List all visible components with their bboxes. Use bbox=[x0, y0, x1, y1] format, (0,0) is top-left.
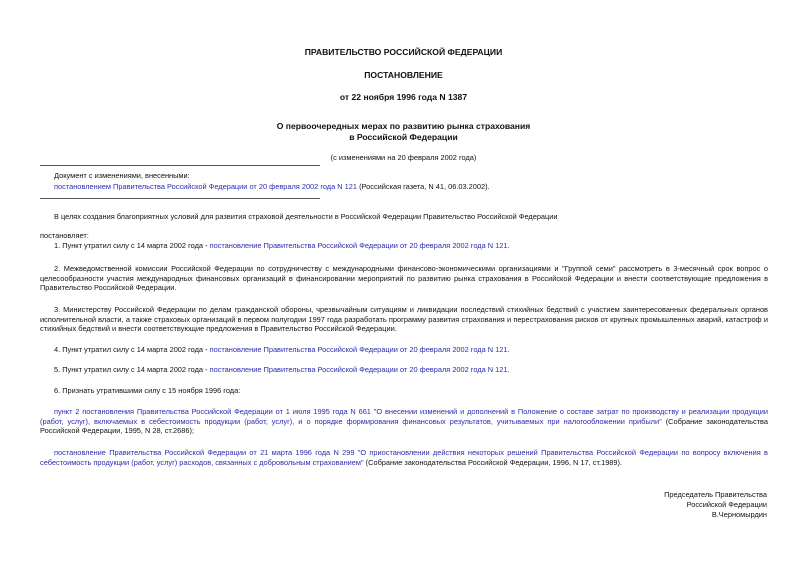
paragraph-1 bbox=[40, 241, 768, 251]
paragraph-5-end: . bbox=[507, 365, 510, 374]
paragraph-6b-link[interactable]: постановление Правительства Российской Федерации от 21 марта 1996 года N 299 "О приостановлении действия некоторых решений Правительства Российской Федерации по вопросу включения в себестоимость продукции (работ, услуг) расходов, связанных с добровольным страхованием" bbox=[40, 448, 768, 467]
title-line-2: в Российской Федерации bbox=[349, 132, 458, 142]
paragraph-6a-link[interactable]: пункт 2 постановления Правительства Российской Федерации от 1 июля 1995 года N 661 "О внесении изменений и дополнений в Положение о составе затрат по производству и реализации продукции (работ, услуг), включаемых в себестоимость продукции (работ, услуг), и о порядке формирования финансовых результатов, учитываемых при налогообложении прибыли" bbox=[40, 407, 768, 426]
paragraph-4-end: . bbox=[507, 345, 510, 354]
signature-line-1: Председатель Правительства bbox=[664, 490, 767, 499]
amendments-top-rule bbox=[40, 165, 320, 166]
title-line-1: О первоочередных мерах по развитию рынка страхования bbox=[276, 121, 531, 131]
government-heading: ПРАВИТЕЛЬСТВО РОССИЙСКОЙ ФЕДЕРАЦИИ bbox=[304, 47, 503, 57]
paragraph-1-link[interactable]: постановление Правительства Российской Федерации от 20 февраля 2002 года N 121 bbox=[209, 241, 508, 250]
paragraph-4-link[interactable]: постановление Правительства Российской Федерации от 20 февраля 2002 года N 121 bbox=[209, 345, 508, 354]
paragraph-1-text: 1. Пункт утратил силу с 14 марта 2002 года - bbox=[54, 241, 210, 250]
date-number-heading: от 22 ноября 1996 года N 1387 bbox=[339, 92, 468, 102]
amendments-entry bbox=[40, 182, 768, 192]
paragraph-5-text: 5. Пункт утратил силу с 14 марта 2002 года - bbox=[54, 365, 210, 374]
amendment-link[interactable]: постановлением Правительства Российской Федерации от 20 февраля 2002 года N 121 bbox=[54, 182, 358, 191]
signature-line-3: В.Черномырдин bbox=[711, 510, 767, 519]
paragraph-3: 3. Министерству Российской Федерации по делам гражданской обороны, чрезвычайным ситуациям и ликвидации последствий стихийных бедствий с участием заинтересованных федеральных органов исполнительной власти, а также страховых организаций в первом полугодии 1997 года разработать программу развития страхования и перестрахования рисков от крупных промышленных аварий, катастроф и стихийных бедствий и внести соответствующие предложения в Правительство Российской Федерации. bbox=[40, 305, 768, 334]
amendment-source: (Российская газета, N 41, 06.03.2002). bbox=[357, 182, 490, 191]
paragraph-6a-source: (Собрание законодательства Российской Федерации, 1995, N 28, ст.2686); bbox=[40, 416, 768, 436]
paragraph-6a bbox=[40, 407, 768, 436]
paragraph-6b-source: (Собрание законодательства Российской Федерации, 1996, N 17, ст.1989). bbox=[363, 457, 623, 467]
paragraph-6: 6. Признать утратившими силу с 15 ноября 1996 года: bbox=[54, 386, 241, 395]
paragraph-4 bbox=[40, 345, 768, 355]
paragraph-5-link[interactable]: постановление Правительства Российской Федерации от 20 февраля 2002 года N 121 bbox=[209, 365, 508, 374]
paragraph-6b bbox=[40, 448, 768, 467]
amendments-label: Документ с изменениями, внесенными: bbox=[54, 171, 190, 180]
signature-block bbox=[664, 490, 767, 520]
doc-type-heading: ПОСТАНОВЛЕНИЕ bbox=[364, 70, 443, 80]
signature-line-2: Российской Федерации bbox=[686, 500, 767, 509]
paragraph-5 bbox=[40, 365, 768, 375]
paragraph-4-text: 4. Пункт утратил силу с 14 марта 2002 года - bbox=[54, 345, 210, 354]
paragraph-2: 2. Межведомственной комиссии Российской Федерации по сотрудничеству с международными финансово-экономическими организациями и "Группой семи" рассмотреть в 3-месячный срок вопрос о целесообразности участия международных финансовых организаций в финансировании мероприятий по развитию рынка страхования в Российской Федерации и внести соответствующие предложения в Правительство Российской Федерации. bbox=[40, 264, 768, 293]
amendments-bottom-rule bbox=[40, 198, 320, 199]
paragraph-1-end: . bbox=[507, 241, 510, 250]
revision-note: (с изменениями на 20 февраля 2002 года) bbox=[330, 153, 477, 162]
decree-word: постановляет: bbox=[40, 231, 89, 240]
preamble: В целях создания благоприятных условий для развития страховой деятельности в Российской Федерации Правительство Российской Федерации bbox=[54, 212, 558, 221]
